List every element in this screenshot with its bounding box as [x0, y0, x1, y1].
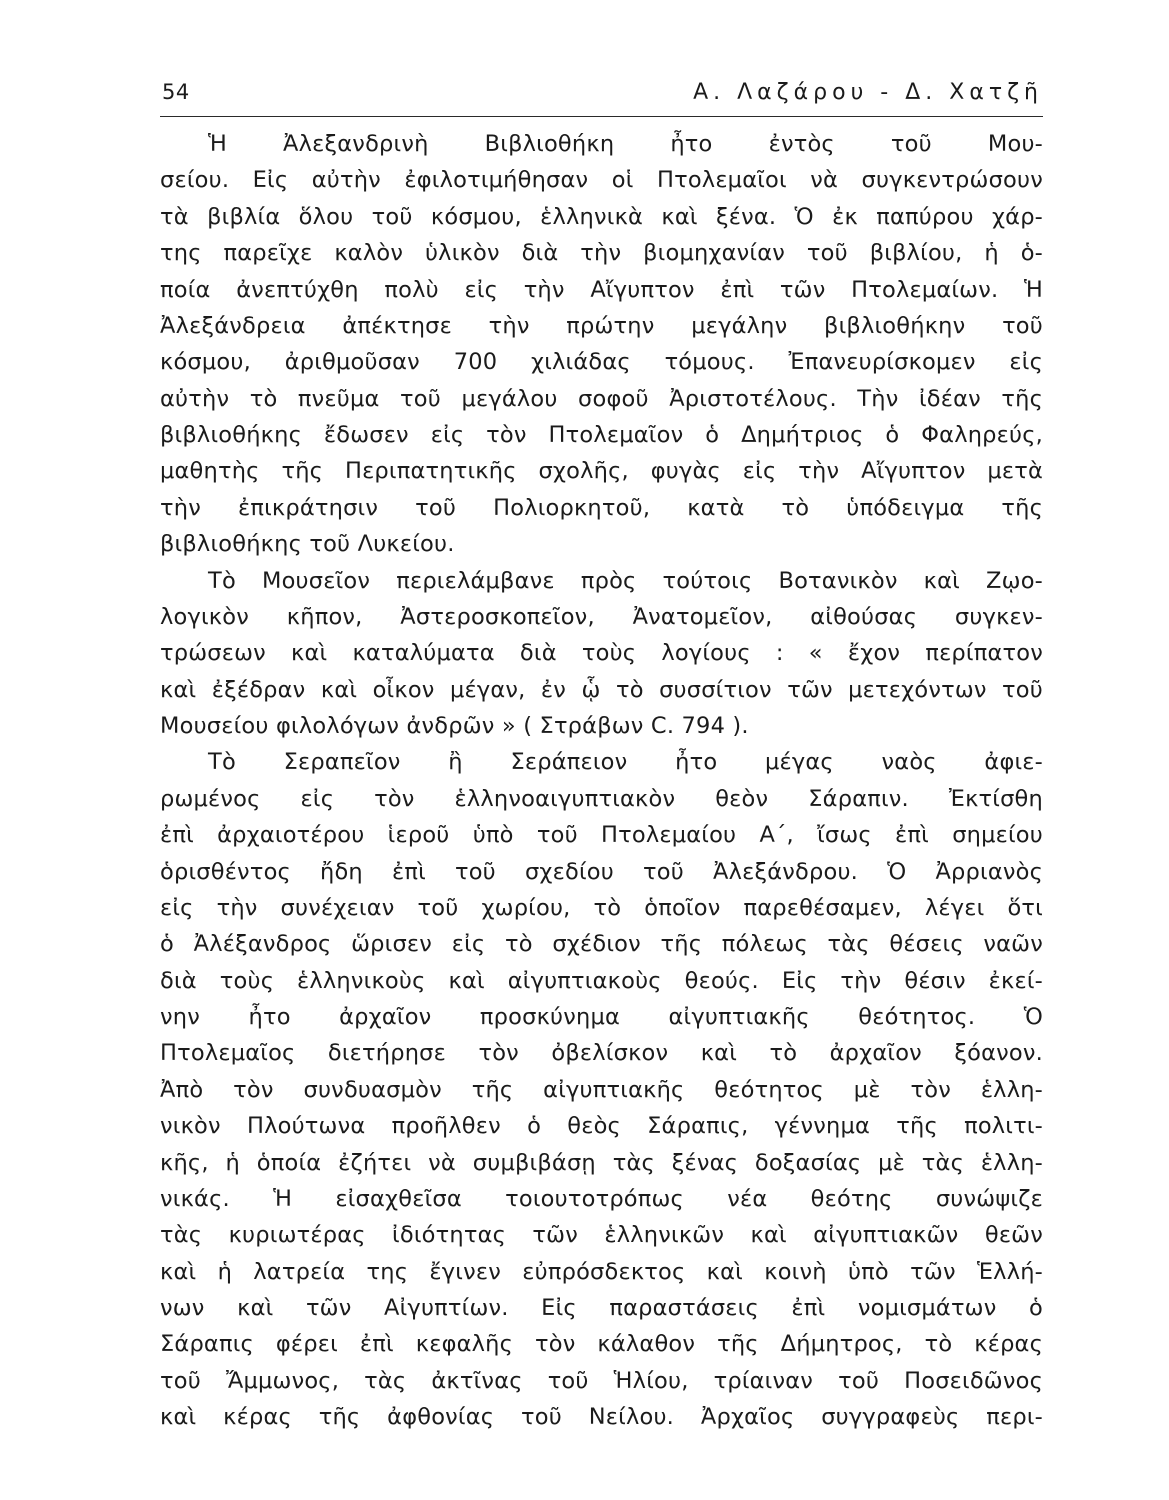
text-line: τὴν ἐπικράτησιν τοῦ Πολιορκητοῦ, κατὰ τὸ ὑπόδειγμα τῆς — [160, 494, 1043, 521]
text-line: λογικὸν κῆπον, Ἀστεροσκοπεῖον, Ἀνατομεῖον, αἰθούσας συγκεν- — [160, 603, 1043, 630]
text-line: Ἀλεξάνδρεια ἀπέκτησε τὴν πρώτην μεγάλην βιβλιοθήκην τοῦ — [160, 312, 1043, 339]
text-line: βιβλιοθήκης ἔδωσεν εἰς τὸν Πτολεμαῖον ὁ Δημήτριος ὁ Φαληρεύς, — [160, 422, 1043, 448]
text-line: Τὸ Σεραπεῖον ἢ Σεράπειον ἦτο μέγας ναὸς ἀφιε- — [208, 749, 1043, 776]
text-line: αὐτὴν τὸ πνεῦμα τοῦ μεγάλου σοφοῦ Ἀριστοτέλους. Τὴν ἰδέαν τῆς — [160, 385, 1043, 412]
text-line: ὁ Ἀλέξανδρος ὥρισεν εἰς τὸ σχέδιον τῆς πόλεως τὰς θέσεις ναῶν — [160, 931, 1043, 958]
text-line: ἐπὶ ἀρχαιοτέρου ἱεροῦ ὑπὸ τοῦ Πτολεμαίου Α΄, ἴσως ἐπὶ σημείου — [160, 822, 1043, 849]
text-line: Μουσείου φιλολόγων ἀνδρῶν » ( Στράβων C. 794 ). — [160, 713, 749, 739]
text-line: Ἀπὸ τὸν συνδυασμὸν τῆς αἰγυπτιακῆς θεότητος μὲ τὸν ἑλλη- — [160, 1076, 1043, 1103]
text-line: εἰς τὴν συνέχειαν τοῦ χωρίου, τὸ ὁποῖον παρεθέσαμεν, λέγει ὅτι — [160, 894, 1043, 921]
text-line: μαθητὴς τῆς Περιπατητικῆς σχολῆς, φυγὰς εἰς τὴν Αἴγυπτον μετὰ — [160, 458, 1043, 485]
text-line: τὰς κυριωτέρας ἰδιότητας τῶν ἑλληνικῶν καὶ αἰγυπτιακῶν θεῶν — [160, 1222, 1043, 1249]
text-line: καὶ κέρας τῆς ἀφθονίας τοῦ Νείλου. Ἀρχαῖος συγγραφεὺς περι- — [160, 1404, 1043, 1431]
text-line: ὁρισθέντος ἤδη ἐπὶ τοῦ σχεδίου τοῦ Ἀλεξάνδρου. Ὁ Ἀρριανὸς — [160, 858, 1043, 885]
page-header — [160, 80, 1043, 117]
text-line: διὰ τοὺς ἑλληνικοὺς καὶ αἰγυπτιακοὺς θεούς. Εἰς τὴν θέσιν ἐκεί- — [160, 967, 1043, 994]
text-line: κῆς, ἡ ὁποία ἐζήτει νὰ συμβιβάσῃ τὰς ξένας δοξασίας μὲ τὰς ἑλλη- — [160, 1149, 1043, 1176]
text-line: νων καὶ τῶν Αἰγυπτίων. Εἰς παραστάσεις ἐπὶ νομισμάτων ὁ — [160, 1295, 1043, 1321]
text-line: ρωμένος εἰς τὸν ἑλληνοαιγυπτιακὸν θεὸν Σάραπιν. Ἐκτίσθη — [160, 785, 1043, 812]
text-line: σείου. Εἰς αὐτὴν ἐφιλοτιμήθησαν οἱ Πτολεμαῖοι νὰ συγκεντρώσουν — [160, 167, 1043, 194]
text-line: Τὸ Μουσεῖον περιελάμβανε πρὸς τούτοις Βοτανικὸν καὶ Ζῳο- — [208, 567, 1043, 594]
text-line: καὶ ἡ λατρεία της ἔγινεν εὐπρόσδεκτος καὶ κοινὴ ὑπὸ τῶν Ἑλλή- — [160, 1258, 1043, 1285]
text-line: ποία ἀνεπτύχθη πολὺ εἰς τὴν Αἴγυπτον ἐπὶ τῶν Πτολεμαίων. Ἡ — [160, 276, 1043, 303]
text-line: της παρεῖχε καλὸν ὑλικὸν διὰ τὴν βιομηχανίαν τοῦ βιβλίου, ἡ ὁ- — [160, 240, 1043, 267]
text-line: τοῦ Ἄμμωνος, τὰς ἀκτῖνας τοῦ Ἡλίου, τρίαιναν τοῦ Ποσειδῶνος — [160, 1367, 1043, 1394]
text-line: Σάραπις φέρει ἐπὶ κεφαλῆς τὸν κάλαθον τῆς Δήμητρος, τὸ κέρας — [160, 1331, 1043, 1358]
text-line: καὶ ἐξέδραν καὶ οἶκον μέγαν, ἐν ᾧ τὸ συσσίτιον τῶν μετεχόντων τοῦ — [160, 676, 1043, 703]
text-line: τρώσεων καὶ καταλύματα διὰ τοὺς λογίους : « ἔχον περίπατον — [160, 640, 1043, 667]
text-line: νην ἦτο ἀρχαῖον προσκύνημα αἰγυπτιακῆς θεότητος. Ὁ — [160, 1004, 1043, 1030]
text-body — [160, 126, 1043, 1436]
text-line: τὰ βιβλία ὅλου τοῦ κόσμου, ἑλληνικὰ καὶ ξένα. Ὁ ἐκ παπύρου χάρ- — [160, 203, 1043, 230]
page-number: 54 — [162, 80, 190, 104]
text-line: βιβλιοθήκης τοῦ Λυκείου. — [160, 531, 455, 558]
text-line: νικὸν Πλούτωνα προῆλθεν ὁ θεὸς Σάραπις, γέννημα τῆς πολιτι- — [160, 1113, 1043, 1140]
text-line: Πτολεμαῖος διετήρησε τὸν ὀβελίσκον καὶ τὸ ἀρχαῖον ξόανον. — [160, 1040, 1043, 1067]
text-line: νικάς. Ἡ εἰσαχθεῖσα τοιουτοτρόπως νέα θεότης συνώψιζε — [160, 1185, 1043, 1212]
running-head: Α. Λαζάρου - Δ. Χατζῆ — [693, 80, 1043, 105]
text-line: κόσμου, ἀριθμοῦσαν 700 χιλιάδας τόμους. Ἐπανευρίσκομεν εἰς — [160, 349, 1043, 376]
text-line: Ἡ Ἀλεξανδρινὴ Βιβλιοθήκη ἦτο ἐντὸς τοῦ Μου- — [208, 131, 1043, 157]
